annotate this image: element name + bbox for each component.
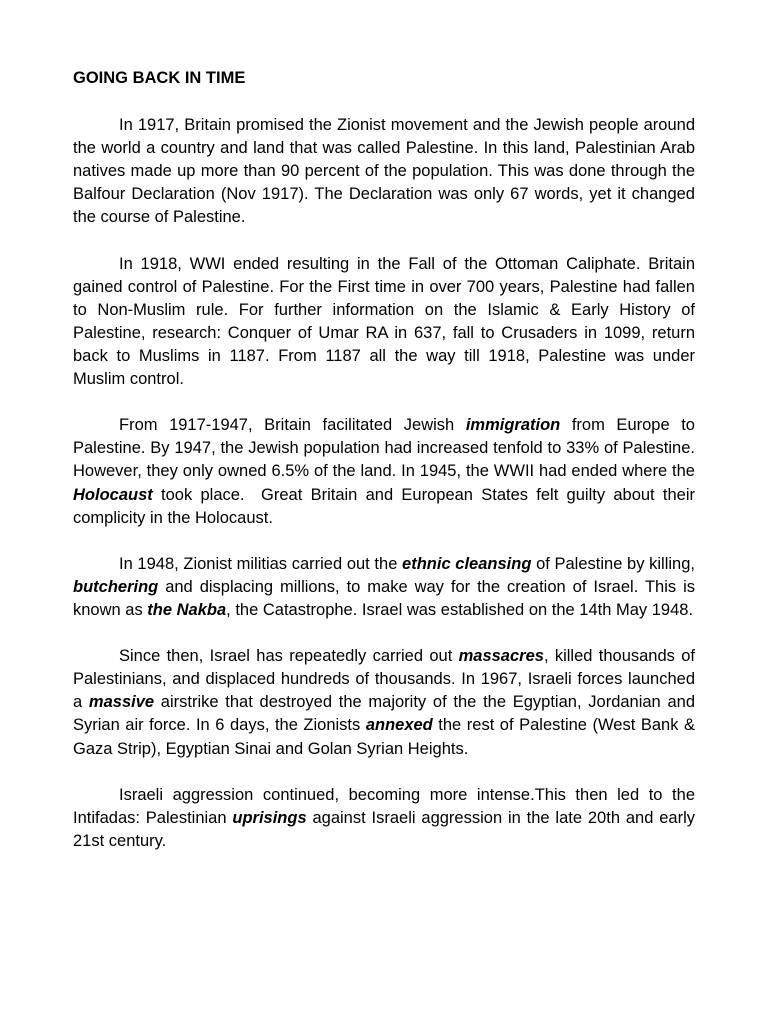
paragraph-text: against Israeli aggression in the late 20th and early 21st century.	[73, 808, 700, 850]
body-paragraph	[73, 553, 700, 622]
emphasized-text: immigration	[465, 416, 561, 435]
paragraph-text: took place. Great Britain and European States felt guilty about their complicity in the Holocaust.	[73, 485, 700, 527]
emphasized-text: the Nakba	[147, 600, 227, 619]
paragraph-text: In 1918, WWI ended resulting in the Fall of the Ottoman Caliphate. Britain gained control of Palestine. For the First time in over 700 years, Palestine had fallen to Non-Muslim rule. For further information on the Islamic & Early History of Palestine, research: Conquer of Umar RA in 637, fall to Crusaders in 1099, return back to Muslims in 1187. From 1187 all the way till 1918, Palestine was under Muslim control.	[73, 254, 700, 389]
body-paragraph	[73, 414, 700, 529]
emphasized-text: uprisings	[232, 808, 307, 827]
paragraph-text: Israeli aggression continued, becoming more intense.This then led to the Intifadas: Palestinian	[73, 785, 700, 827]
paragraph-text: , the Catastrophe. Israel was established on the 14th May 1948.	[226, 600, 694, 619]
emphasized-text: massive	[88, 693, 155, 712]
emphasized-text: annexed	[365, 716, 433, 735]
emphasized-text: massacres	[458, 647, 544, 666]
paragraph-text: and displacing millions, to make way for the creation of Israel. This is known as	[73, 577, 700, 619]
paragraph-text: airstrike that destroyed the majority of the the Egyptian, Jordanian and Syrian air force. In 6 days, the Zionists	[73, 693, 700, 735]
paragraph-text: from Europe to Palestine. By 1947, the Jewish population had increased tenfold to 33% of Palestine. However, they only owned 6.5% of the land. In 1945, the WWII had ended where the	[73, 416, 700, 481]
emphasized-text: butchering	[73, 577, 159, 596]
paragraph-text: In 1948, Zionist militias carried out the	[119, 554, 403, 573]
emphasized-text: Holocaust	[73, 485, 153, 504]
paragraph-text: Since then, Israel has repeatedly carried out	[119, 647, 459, 666]
paragraph-text: In 1917, Britain promised the Zionist movement and the Jewish people around the world a country and land that was called Palestine. In this land, Palestinian Arab natives made up more than 90 percent of the population. This was done through the Balfour Declaration (Nov 1917). The Declaration was only 67 words, yet it changed the course of Palestine.	[73, 116, 700, 227]
paragraph-text: From 1917-1947, Britain facilitated Jewish	[119, 416, 466, 435]
document-body	[73, 114, 700, 853]
body-paragraph	[73, 784, 700, 853]
body-paragraph	[73, 114, 700, 229]
paragraph-text: of Palestine by killing,	[531, 554, 700, 573]
body-paragraph	[73, 645, 700, 760]
paragraph-text: , killed thousands of Palestinians, and displaced hundreds of thousands. In 1967, Israeli forces launched a	[73, 647, 700, 712]
document-page	[73, 67, 700, 876]
paragraph-text: the rest of Palestine (West Bank & Gaza Strip), Egyptian Sinai and Golan Syrian Heights.	[73, 716, 700, 758]
emphasized-text: ethnic cleansing	[402, 554, 532, 573]
document-title: GOING BACK IN TIME	[73, 69, 246, 87]
body-paragraph	[73, 253, 700, 392]
